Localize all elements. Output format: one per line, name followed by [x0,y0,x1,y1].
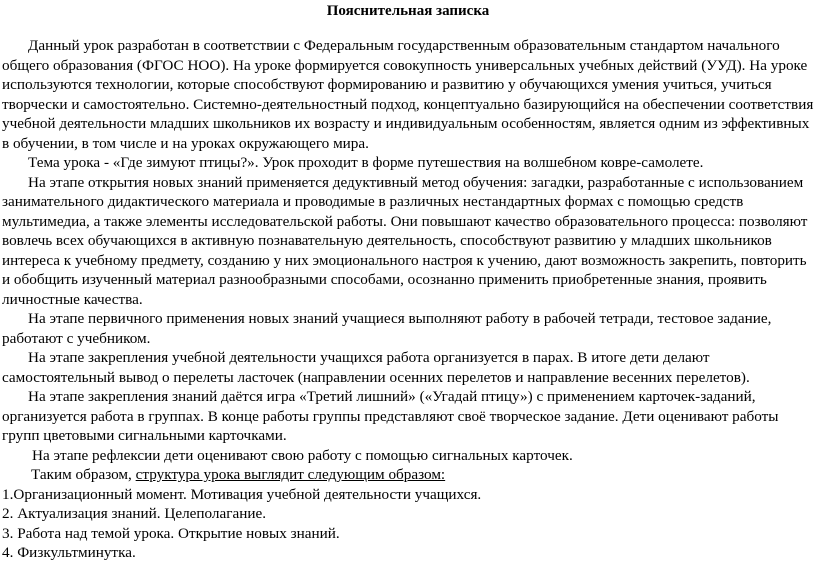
paragraph-structure [2,465,814,485]
paragraph-topic: Тема урока - «Где зимуют птицы?». Урок проходит в форме путешествия на волшебном ковре-самолете. [28,154,704,171]
document-body [2,36,814,563]
list-item: 3. Работа над темой урока. Открытие новых знаний. [2,524,340,542]
list-item: 1.Организационный момент. Мотивация учебной деятельности учащихся. [2,485,482,503]
list-item: 2. Актуализация знаний. Целеполагание. [2,505,267,522]
structure-lead: Таким образом, [31,466,136,483]
paragraph-primary-application: На этапе первичного применения новых знаний учащиеся выполняют работу в рабочей тетради, тестовое задание, работают с учебником. [2,310,772,347]
paragraph-reflection [2,446,814,466]
reflection-text: На этапе рефлексии дети оценивают свою работу с помощью сигнальных карточек. [32,446,573,464]
list-item: 4. Физкультминутка. [2,544,136,561]
page-title: Пояснительная записка [326,3,490,19]
structure-underlined: структура урока выглядит следующим образом: [135,466,446,483]
paragraph-discovery: На этапе открытия новых знаний применяется дедуктивный метод обучения: загадки, разработанные с использованием занимательного дидактического материала и проводимые в различных нестандартных формах с помощью средств мультимедиа, а также элементы исследовательской работы. Они повышают качество образовательного процесса: позволяют вовлечь всех обучающихся в активную познавательную деятельность, способствуют развитию у младших школьников интереса к учебному предмету, созданию у них эмоционального настроя к учению, дают возможность закрепить, повторить и обобщить изученный материал разнообразными способами, осознанно применить приобретенные знания, проявить личностные качества. [2,173,808,308]
paragraph-intro: Данный урок разработан в соответствии с Федеральным государственным образовательным стандартом начального общего образования (ФГОС НОО). На уроке формируется совокупность универсальных учебных действий (УУД). На уроке используются технологии, которые способствуют формированию и развитию у обучающихся умения учиться, учиться творчески и самостоятельно. Системно-деятельностный подход, концептуально базирующийся на обеспечении соответствия учебной деятельности младших школьников их возрасту и индивидуальным особенностям, является одним из эффективных в обучении, в том числе и на уроках окружающего мира. [2,37,814,152]
paragraph-group-game: На этапе закрепления знаний даётся игра «Третий лишний» («Угадай птицу») с применением карточек-заданий, организуется работа в группах. В конце работы группы представляют своё творческое задание. Дети оценивают работы групп цветовыми сигнальными карточками. [2,388,779,444]
paragraph-pair-work: На этапе закрепления учебной деятельности учащихся работа организуется в парах. В итоге дети делают самостоятельный вывод о перелеты ласточек (направлении осенних перелетов и направление весенних перелетов). [2,349,750,386]
